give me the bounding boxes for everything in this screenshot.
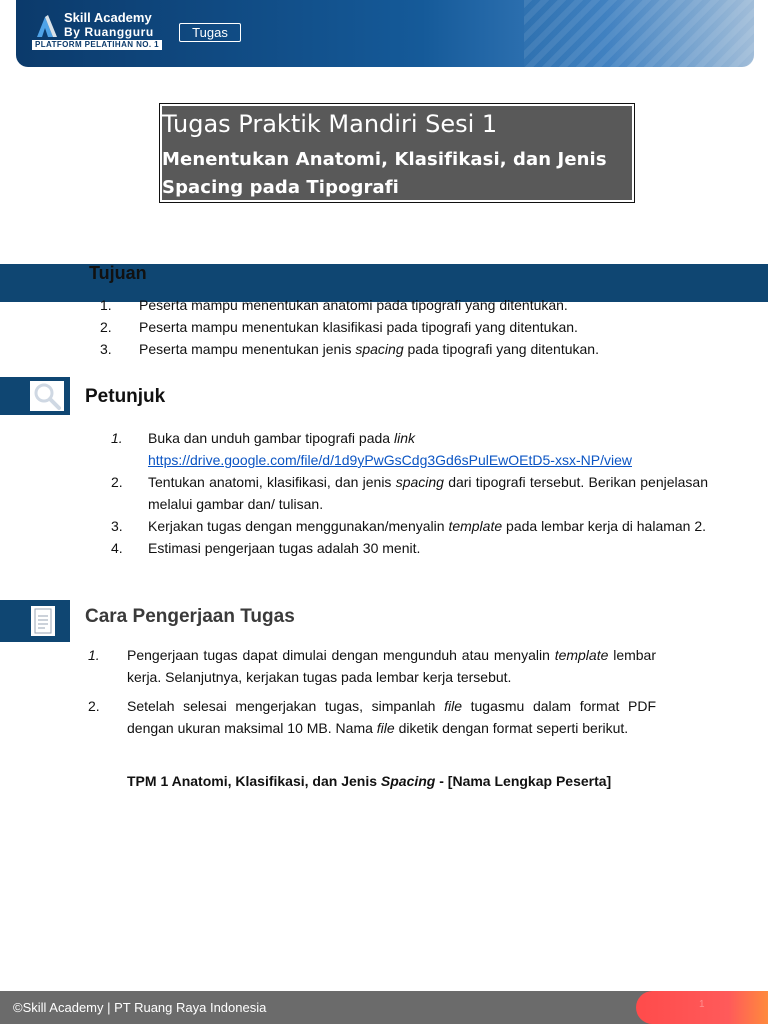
brand-tagline: PLATFORM PELATIHAN NO. 1 bbox=[32, 40, 162, 50]
list-number: 2. bbox=[88, 698, 100, 714]
list-item bbox=[108, 537, 708, 559]
list-text-italic: file bbox=[444, 698, 462, 714]
list-text: diketik dengan format seperti berikut. bbox=[394, 720, 629, 736]
list-number: 3. bbox=[100, 341, 112, 357]
cara-icon-frame bbox=[30, 605, 56, 637]
tujuan-heading: Tujuan bbox=[89, 263, 147, 283]
list-text: pada tipografi yang ditentukan. bbox=[403, 341, 599, 357]
skill-academy-logo-icon bbox=[33, 15, 57, 37]
tugas-chip: Tugas bbox=[179, 23, 241, 42]
list-item bbox=[108, 471, 708, 515]
list-text: tugasmu dalam format PDF dengan ukuran maksimal 10 MB. Nama bbox=[127, 698, 657, 736]
list-item bbox=[88, 644, 656, 688]
cara-list bbox=[88, 644, 656, 739]
list-text-italic: file bbox=[376, 720, 395, 736]
list-text: pada lembar kerja di halaman 2. bbox=[502, 518, 707, 534]
tujuan-list bbox=[95, 294, 715, 360]
page-title: Tugas Praktik Mandiri Sesi 1 bbox=[162, 110, 498, 138]
list-text: Estimasi pengerjaan tugas adalah 30 menit. bbox=[148, 540, 421, 556]
list-number: 2. bbox=[111, 474, 123, 490]
list-text: lembar kerja. Selanjutnya, kerjakan tugas pada lembar kerja tersebut. bbox=[127, 647, 656, 685]
petunjuk-heading: Petunjuk bbox=[85, 386, 166, 407]
footer bbox=[0, 991, 768, 1024]
title-box bbox=[159, 103, 635, 203]
file-name-format bbox=[127, 770, 611, 792]
document-icon bbox=[31, 606, 55, 636]
brand-name: Skill Academy bbox=[64, 10, 152, 25]
list-text-italic: spacing bbox=[355, 341, 404, 357]
list-text: dari tipografi tersebut. Berikan penjelasan melalui gambar dan/ tulisan. bbox=[148, 474, 708, 512]
footer-copyright: ©Skill Academy | PT Ruang Raya Indonesia bbox=[13, 1000, 267, 1015]
petunjuk-icon-block bbox=[0, 377, 70, 415]
list-text: Tentukan anatomi, klasifikasi, dan jenis bbox=[148, 474, 396, 490]
list-text-italic: link bbox=[393, 430, 415, 446]
list-item bbox=[108, 515, 708, 537]
header-banner bbox=[16, 0, 754, 67]
tpm-text-italic: Spacing bbox=[380, 773, 436, 789]
list-number: 4. bbox=[111, 540, 123, 556]
page-number: 1 bbox=[699, 999, 705, 1010]
petunjuk-list bbox=[108, 427, 708, 559]
list-text: Peserta mampu menentukan klasifikasi pada tipografi yang ditentukan. bbox=[139, 319, 578, 335]
list-text-italic: template bbox=[448, 518, 503, 534]
list-number: 1. bbox=[100, 297, 112, 313]
list-number: 3. bbox=[111, 518, 123, 534]
list-item bbox=[95, 294, 715, 316]
list-item bbox=[95, 316, 715, 338]
brand-subtitle: By Ruangguru bbox=[64, 25, 154, 39]
list-item bbox=[88, 695, 656, 739]
list-text: Kerjakan tugas dengan menggunakan/menyalin bbox=[148, 518, 449, 534]
list-number: 2. bbox=[100, 319, 112, 335]
list-text: Setelah selesai mengerjakan tugas, simpanlah bbox=[127, 698, 445, 714]
list-text-italic: spacing bbox=[395, 474, 444, 490]
list-text: Buka dan unduh gambar tipografi pada bbox=[148, 430, 394, 446]
tpm-text: TPM 1 Anatomi, Klasifikasi, dan Jenis bbox=[127, 773, 381, 789]
tpm-text: - [Nama Lengkap Peserta] bbox=[435, 773, 612, 789]
page-subtitle: Menentukan Anatomi, Klasifikasi, dan Jenis Spacing pada Tipografi bbox=[162, 149, 607, 198]
cara-icon-block bbox=[0, 600, 70, 642]
list-item bbox=[108, 427, 708, 471]
list-text: Pengerjaan tugas dapat dimulai dengan mengunduh atau menyalin bbox=[127, 647, 555, 663]
drive-link[interactable]: https://drive.google.com/file/d/1d9yPwGsCdg3Gd6sPulEwOEtD5-xsx-NP/view bbox=[148, 452, 632, 468]
cara-heading: Cara Pengerjaan Tugas bbox=[85, 606, 295, 627]
petunjuk-icon-frame bbox=[29, 380, 65, 412]
magnifier-icon bbox=[30, 381, 64, 411]
list-number: 1. bbox=[111, 430, 123, 446]
list-text-italic: template bbox=[554, 647, 609, 663]
list-item bbox=[95, 338, 715, 360]
header-illustration bbox=[524, 0, 754, 67]
list-text: Peserta mampu menentukan jenis bbox=[139, 341, 356, 357]
list-number: 1. bbox=[88, 647, 100, 663]
list-text: Peserta mampu menentukan anatomi pada tipografi yang ditentukan. bbox=[139, 297, 568, 313]
